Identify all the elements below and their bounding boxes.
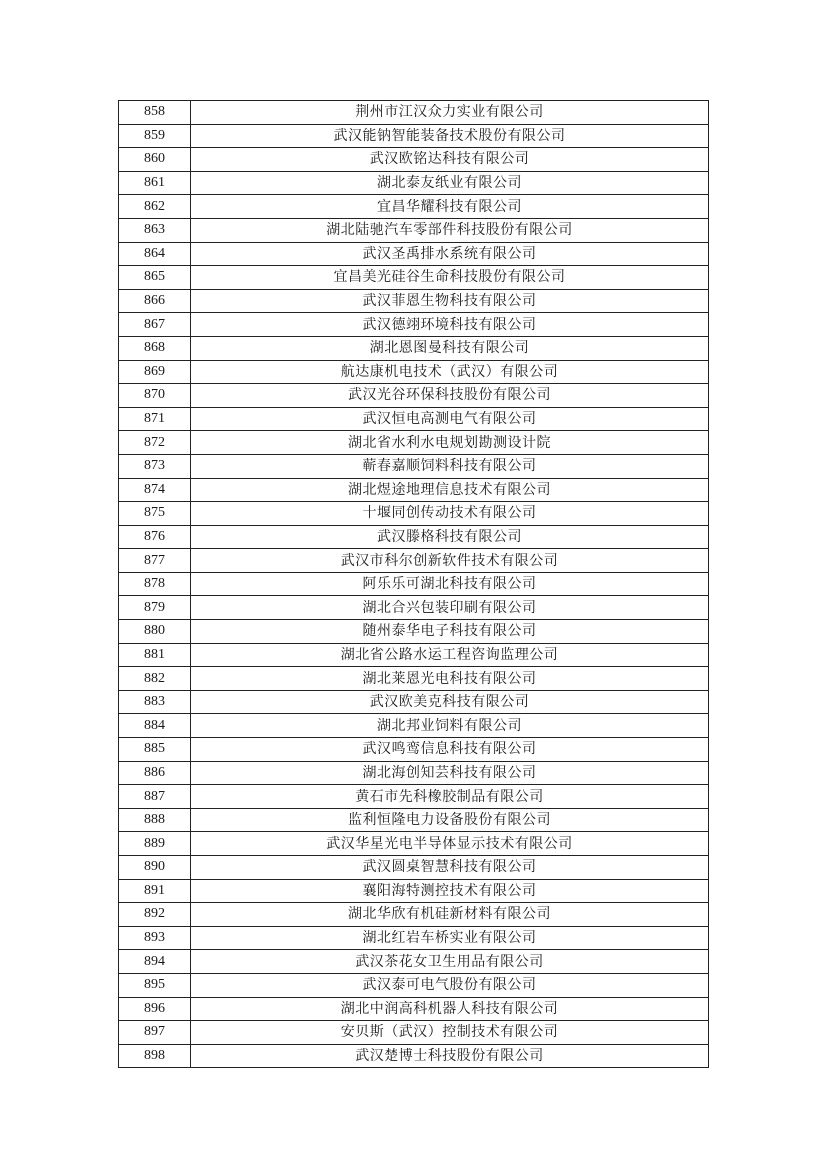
row-number-cell: 858 [119,101,191,125]
row-number-cell: 885 [119,738,191,762]
company-name-cell: 武汉恒电高测电气有限公司 [191,407,709,431]
table-row [119,218,709,242]
table-row [119,407,709,431]
company-name-cell: 武汉华星光电半导体显示技术有限公司 [191,832,709,856]
table-row [119,124,709,148]
row-number-cell: 877 [119,549,191,573]
table-row [119,266,709,290]
company-name-cell: 阿乐乐可湖北科技有限公司 [191,572,709,596]
company-name-cell: 湖北泰友纸业有限公司 [191,171,709,195]
company-name-cell: 湖北煜途地理信息技术有限公司 [191,478,709,502]
company-name-cell: 武汉楚博士科技股份有限公司 [191,1044,709,1068]
row-number-cell: 876 [119,525,191,549]
table-row [119,903,709,927]
table-row [119,101,709,125]
company-name-cell: 湖北省公路水运工程咨询监理公司 [191,643,709,667]
company-name-cell: 襄阳海特测控技术有限公司 [191,879,709,903]
row-number-cell: 882 [119,667,191,691]
row-number-cell: 859 [119,124,191,148]
row-number-cell: 894 [119,950,191,974]
company-name-cell: 武汉欧铭达科技有限公司 [191,148,709,172]
table-row [119,643,709,667]
company-name-cell: 湖北莱恩光电科技有限公司 [191,667,709,691]
company-name-cell: 武汉市科尔创新软件技术有限公司 [191,549,709,573]
company-name-cell: 航达康机电技术（武汉）有限公司 [191,360,709,384]
row-number-cell: 890 [119,856,191,880]
company-name-cell: 十堰同创传动技术有限公司 [191,502,709,526]
company-name-cell: 武汉德翊环境科技有限公司 [191,313,709,337]
company-name-cell: 湖北合兴包装印刷有限公司 [191,596,709,620]
table-row [119,667,709,691]
table-row [119,738,709,762]
company-name-cell: 武汉菲恩生物科技有限公司 [191,289,709,313]
company-name-cell: 监利恒隆电力设备股份有限公司 [191,808,709,832]
table-row [119,336,709,360]
company-name-cell: 湖北海创知芸科技有限公司 [191,761,709,785]
table-row [119,384,709,408]
table-row [119,289,709,313]
table-row [119,1044,709,1068]
table-row [119,171,709,195]
table-row [119,431,709,455]
row-number-cell: 889 [119,832,191,856]
company-name-cell: 湖北省水利水电规划勘测设计院 [191,431,709,455]
table-body [119,101,709,1068]
row-number-cell: 865 [119,266,191,290]
row-number-cell: 892 [119,903,191,927]
company-name-cell: 湖北陆驰汽车零部件科技股份有限公司 [191,218,709,242]
table-row [119,973,709,997]
row-number-cell: 878 [119,572,191,596]
row-number-cell: 866 [119,289,191,313]
row-number-cell: 888 [119,808,191,832]
table-row [119,454,709,478]
table-row [119,879,709,903]
row-number-cell: 883 [119,690,191,714]
table-row [119,997,709,1021]
row-number-cell: 879 [119,596,191,620]
company-name-cell: 湖北红岩车桥实业有限公司 [191,926,709,950]
row-number-cell: 868 [119,336,191,360]
table-row [119,856,709,880]
table-row [119,950,709,974]
company-name-cell: 蕲春嘉顺饲料科技有限公司 [191,454,709,478]
company-name-cell: 武汉茶花女卫生用品有限公司 [191,950,709,974]
company-name-cell: 湖北中润高科机器人科技有限公司 [191,997,709,1021]
row-number-cell: 886 [119,761,191,785]
company-name-cell: 武汉能钠智能装备技术股份有限公司 [191,124,709,148]
table-row [119,926,709,950]
row-number-cell: 870 [119,384,191,408]
company-name-cell: 荆州市江汉众力实业有限公司 [191,101,709,125]
row-number-cell: 861 [119,171,191,195]
table-row [119,572,709,596]
table-row [119,785,709,809]
company-name-cell: 黄石市先科橡胶制品有限公司 [191,785,709,809]
table-row [119,596,709,620]
company-name-cell: 湖北华欣有机硅新材料有限公司 [191,903,709,927]
company-name-cell: 武汉滕格科技有限公司 [191,525,709,549]
table-row [119,242,709,266]
row-number-cell: 867 [119,313,191,337]
row-number-cell: 891 [119,879,191,903]
row-number-cell: 860 [119,148,191,172]
company-name-cell: 宜昌华耀科技有限公司 [191,195,709,219]
row-number-cell: 897 [119,1021,191,1045]
table-row [119,549,709,573]
table-row [119,761,709,785]
row-number-cell: 864 [119,242,191,266]
row-number-cell: 881 [119,643,191,667]
table-row [119,690,709,714]
row-number-cell: 874 [119,478,191,502]
table-row [119,808,709,832]
table-row [119,478,709,502]
row-number-cell: 872 [119,431,191,455]
table-row [119,525,709,549]
company-name-cell: 武汉光谷环保科技股份有限公司 [191,384,709,408]
row-number-cell: 880 [119,620,191,644]
table-row [119,313,709,337]
row-number-cell: 887 [119,785,191,809]
company-name-cell: 武汉鸣鸾信息科技有限公司 [191,738,709,762]
row-number-cell: 893 [119,926,191,950]
table-row [119,620,709,644]
row-number-cell: 884 [119,714,191,738]
row-number-cell: 875 [119,502,191,526]
row-number-cell: 869 [119,360,191,384]
company-name-cell: 安贝斯（武汉）控制技术有限公司 [191,1021,709,1045]
row-number-cell: 873 [119,454,191,478]
company-list-table [118,100,709,1068]
row-number-cell: 871 [119,407,191,431]
row-number-cell: 863 [119,218,191,242]
row-number-cell: 895 [119,973,191,997]
company-name-cell: 武汉圆桌智慧科技有限公司 [191,856,709,880]
table-row [119,195,709,219]
company-name-cell: 宜昌美光硅谷生命科技股份有限公司 [191,266,709,290]
table-row [119,148,709,172]
row-number-cell: 862 [119,195,191,219]
company-name-cell: 武汉圣禹排水系统有限公司 [191,242,709,266]
company-name-cell: 湖北恩图曼科技有限公司 [191,336,709,360]
table-row [119,832,709,856]
table-row [119,714,709,738]
table-row [119,1021,709,1045]
company-name-cell: 武汉欧美克科技有限公司 [191,690,709,714]
table-row [119,502,709,526]
company-name-cell: 武汉泰可电气股份有限公司 [191,973,709,997]
row-number-cell: 896 [119,997,191,1021]
company-name-cell: 随州泰华电子科技有限公司 [191,620,709,644]
row-number-cell: 898 [119,1044,191,1068]
table-row [119,360,709,384]
company-name-cell: 湖北邦业饲料有限公司 [191,714,709,738]
